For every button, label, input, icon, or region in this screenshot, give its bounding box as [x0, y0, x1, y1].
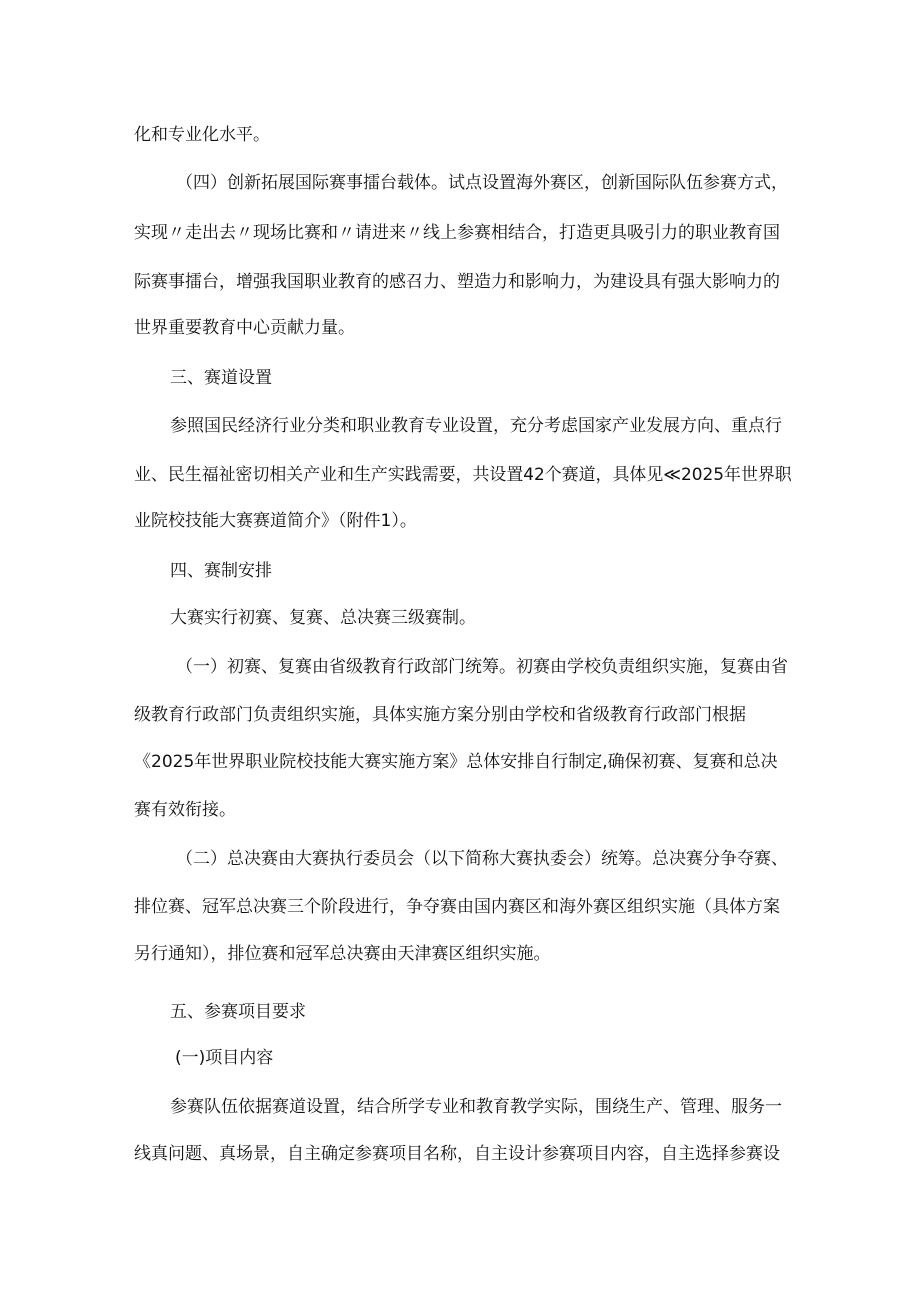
paragraph-line: （一）初赛、复赛由省级教育行政部门统筹。初赛由学校负责组织实施，复赛由省 [176, 657, 788, 677]
paragraph-line: 实现〃走出去〃现场比赛和〃请进来〃线上参赛相结合，打造更具吸引力的职业教育国 [134, 223, 780, 243]
paragraph-line: 另行通知），排位赛和冠军总决赛由天津赛区组织实施。 [134, 944, 551, 964]
paragraph-line: （四）创新拓展国际赛事擂台载体。试点设置海外赛区，创新国际队伍参赛方式， [176, 173, 788, 193]
paragraph-line: 化和专业化水平。 [134, 125, 270, 145]
subsection-heading: (一)项目内容 [175, 1048, 274, 1068]
paragraph-line: 线真问题、真场景，自主确定参赛项目名称，自主设计参赛项目内容，自主选择参赛设 [134, 1144, 780, 1164]
paragraph-line: 世界重要教育中心贡献力量。 [134, 318, 355, 338]
paragraph-line: 排位赛、冠军总决赛三个阶段进行，争夺赛由国内赛区和海外赛区组织实施（具体方案 [134, 897, 780, 917]
paragraph-line: （二）总决赛由大赛执行委员会（以下简称大赛执委会）统筹。总决赛分争夺赛、 [176, 849, 788, 869]
paragraph-line: 大赛实行初赛、复赛、总决赛三级赛制。 [170, 608, 476, 628]
paragraph-line: 《2025年世界职业院校技能大赛实施方案》总体安排自行制定,确保初赛、复赛和总决 [134, 752, 778, 772]
section-heading: 四、赛制安排 [170, 561, 272, 581]
section-heading: 三、赛道设置 [170, 368, 272, 388]
paragraph-line: 赛有效衔接。 [134, 800, 236, 820]
paragraph-line: 级教育行政部门负责组织实施，具体实施方案分别由学校和省级教育行政部门根据 [134, 705, 746, 725]
paragraph-line: 际赛事擂台，增强我国职业教育的感召力、塑造力和影响力，为建设具有强大影响力的 [134, 272, 780, 292]
paragraph-line: 业院校技能大赛赛道简介》（附件1）。 [134, 511, 417, 531]
section-heading: 五、参赛项目要求 [170, 1002, 306, 1022]
paragraph-line: 业、民生福祉密切相关产业和生产实践需要，共设置42个赛道，具体见≪2025年世界职 [134, 465, 792, 485]
paragraph-line: 参赛队伍依据赛道设置，结合所学专业和教育教学实际，围绕生产、管理、服务一 [170, 1097, 782, 1117]
paragraph-line: 参照国民经济行业分类和职业教育专业设置，充分考虑国家产业发展方向、重点行 [170, 416, 782, 436]
